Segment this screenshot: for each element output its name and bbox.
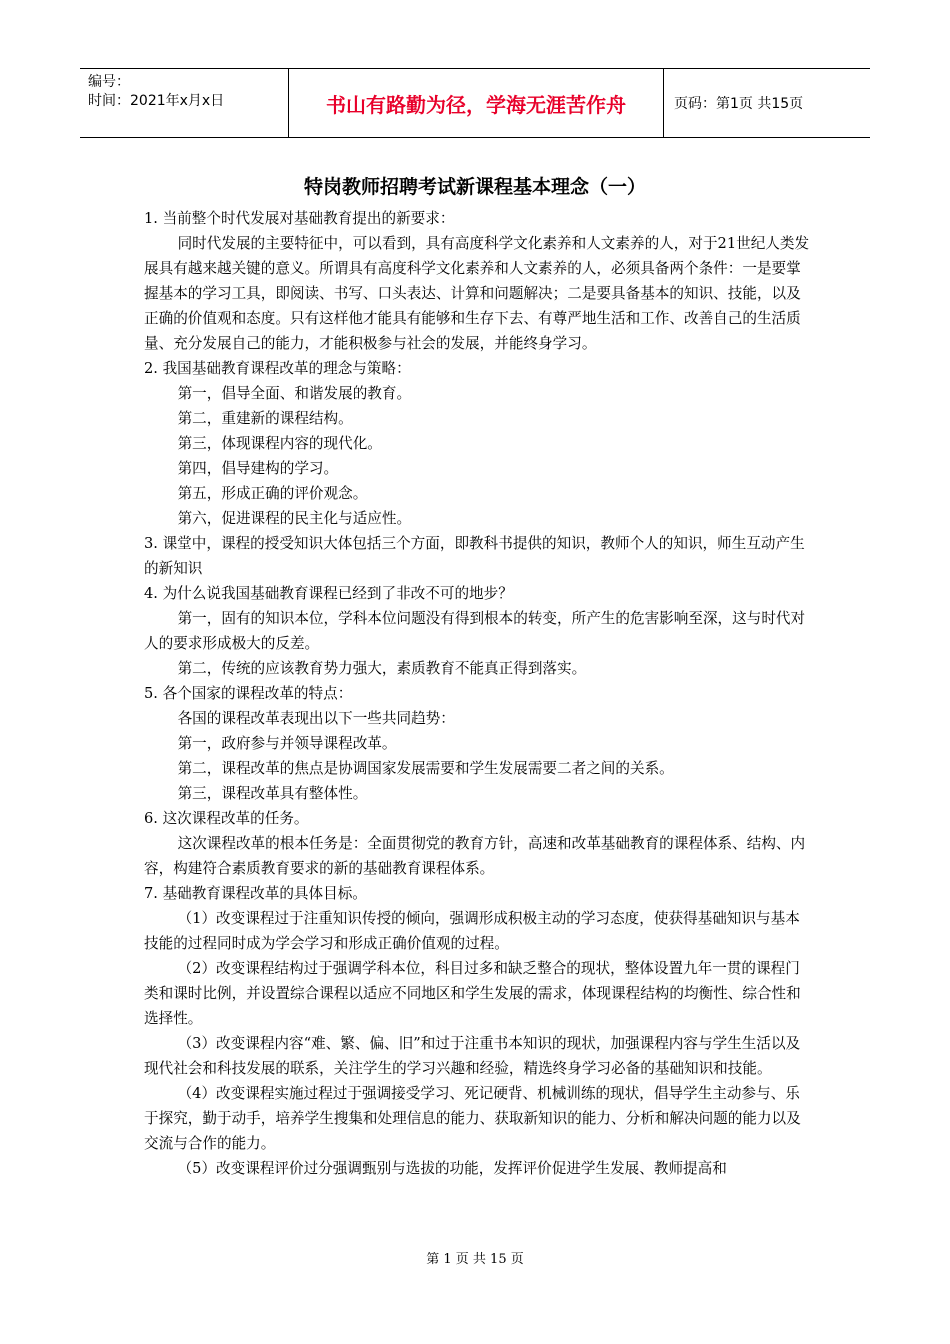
- body-paragraph: 第一，倡导全面、和谐发展的教育。: [177, 385, 412, 402]
- body-paragraph: 这次课程改革的根本任务是：全面贯彻党的教育方针，高速和改革基础教育的课程体系、结构、内容，构建符合素质教育要求的新的基础教育课程体系。: [144, 835, 806, 877]
- document-body: [144, 206, 810, 1181]
- header-motto: 书山有路勤为径，学海无涯苦作舟: [289, 69, 664, 137]
- body-paragraph: （3）改变课程内容“难、繁、偏、旧”和过于注重书本知识的现状，加强课程内容与学生生活以及现代社会和科技发展的联系，关注学生的学习兴趣和经验，精选终身学习必备的基础知识和技能。: [144, 1035, 801, 1077]
- body-paragraph: 第三，体现课程内容的现代化。: [177, 435, 382, 452]
- section-heading: 6. 这次课程改革的任务。: [144, 810, 309, 827]
- section-heading: 1. 当前整个时代发展对基础教育提出的新要求：: [144, 210, 455, 227]
- section-heading: 3. 课堂中，课程的授受知识大体包括三个方面，即教科书提供的知识，教师个人的知识，师生互动产生的新知识: [144, 535, 805, 577]
- body-paragraph: （2）改变课程结构过于强调学科本位，科目过多和缺乏整合的现状，整体设置九年一贯的课程门类和课时比例，并设置综合课程以适应不同地区和学生发展的需求，体现课程结构的均衡性、综合性和选择性。: [144, 960, 801, 1027]
- section-heading: 5. 各个国家的课程改革的特点：: [144, 685, 353, 702]
- body-paragraph: （1）改变课程过于注重知识传授的倾向，强调形成积极主动的学习态度，使获得基础知识与基本技能的过程同时成为学会学习和形成正确价值观的过程。: [144, 910, 800, 952]
- section-heading: 7. 基础教育课程改革的具体目标。: [144, 885, 367, 902]
- body-paragraph: 第四，倡导建构的学习。: [177, 460, 339, 477]
- header-page-info: 页码：第1页 共15页: [674, 96, 804, 112]
- page-header: [80, 68, 870, 138]
- body-paragraph: 第一，固有的知识本位，学科本位问题没有得到根本的转变，所产生的危害影响至深，这与时代对人的要求形成极大的反差。: [144, 610, 806, 652]
- date-line: 时间：2021年x月x日: [88, 93, 225, 109]
- body-paragraph: 第二，重建新的课程结构。: [177, 410, 353, 427]
- section-heading: 4. 为什么说我国基础教育课程已经到了非改不可的地步？: [144, 585, 513, 602]
- body-paragraph: 同时代发展的主要特征中，可以看到，具有高度科学文化素养和人文素养的人，对于21世纪人类发展具有越来越关键的意义。所谓具有高度科学文化素养和人文素养的人，必须具备两个条件：一是要掌握基本的学习工具，即阅读、书写、口头表达、计算和问题解决；二是要具备基本的知识、技能，以及正确的价值观和态度。只有这样他才能具有能够和生存下去、有尊严地生活和工作、改善自己的生活质量、充分发展自己的能力，才能积极参与社会的发展，并能终身学习。: [144, 235, 810, 352]
- document-title: 特岗教师招聘考试新课程基本理念（一）: [303, 176, 646, 198]
- body-paragraph: （4）改变课程实施过程过于强调接受学习、死记硬背、机械训练的现状，倡导学生主动参与、乐于探究，勤于动手，培养学生搜集和处理信息的能力、获取新知识的能力、分析和解决问题的能力以及交流与合作的能力。: [144, 1085, 801, 1152]
- section-heading: 2. 我国基础教育课程改革的理念与策略：: [144, 360, 411, 377]
- page-footer: 第 1 页 共 15 页: [426, 1252, 524, 1267]
- number-label: 编号：: [88, 74, 130, 90]
- body-paragraph: 第二，传统的应该教育势力强大，素质教育不能真正得到落实。: [177, 660, 587, 677]
- header-meta: [80, 69, 289, 137]
- body-paragraph: 第五，形成正确的评价观念。: [177, 485, 368, 502]
- body-paragraph: 第一，政府参与并领导课程改革。: [177, 735, 397, 752]
- body-paragraph: 第三，课程改革具有整体性。: [177, 785, 368, 802]
- body-paragraph: 各国的课程改革表现出以下一些共同趋势：: [177, 710, 455, 727]
- body-paragraph: （5）改变课程评价过分强调甄别与选拔的功能，发挥评价促进学生发展、教师提高和: [177, 1160, 727, 1177]
- body-paragraph: 第六，促进课程的民主化与适应性。: [177, 510, 412, 527]
- body-paragraph: 第二，课程改革的焦点是协调国家发展需要和学生发展需要二者之间的关系。: [177, 760, 674, 777]
